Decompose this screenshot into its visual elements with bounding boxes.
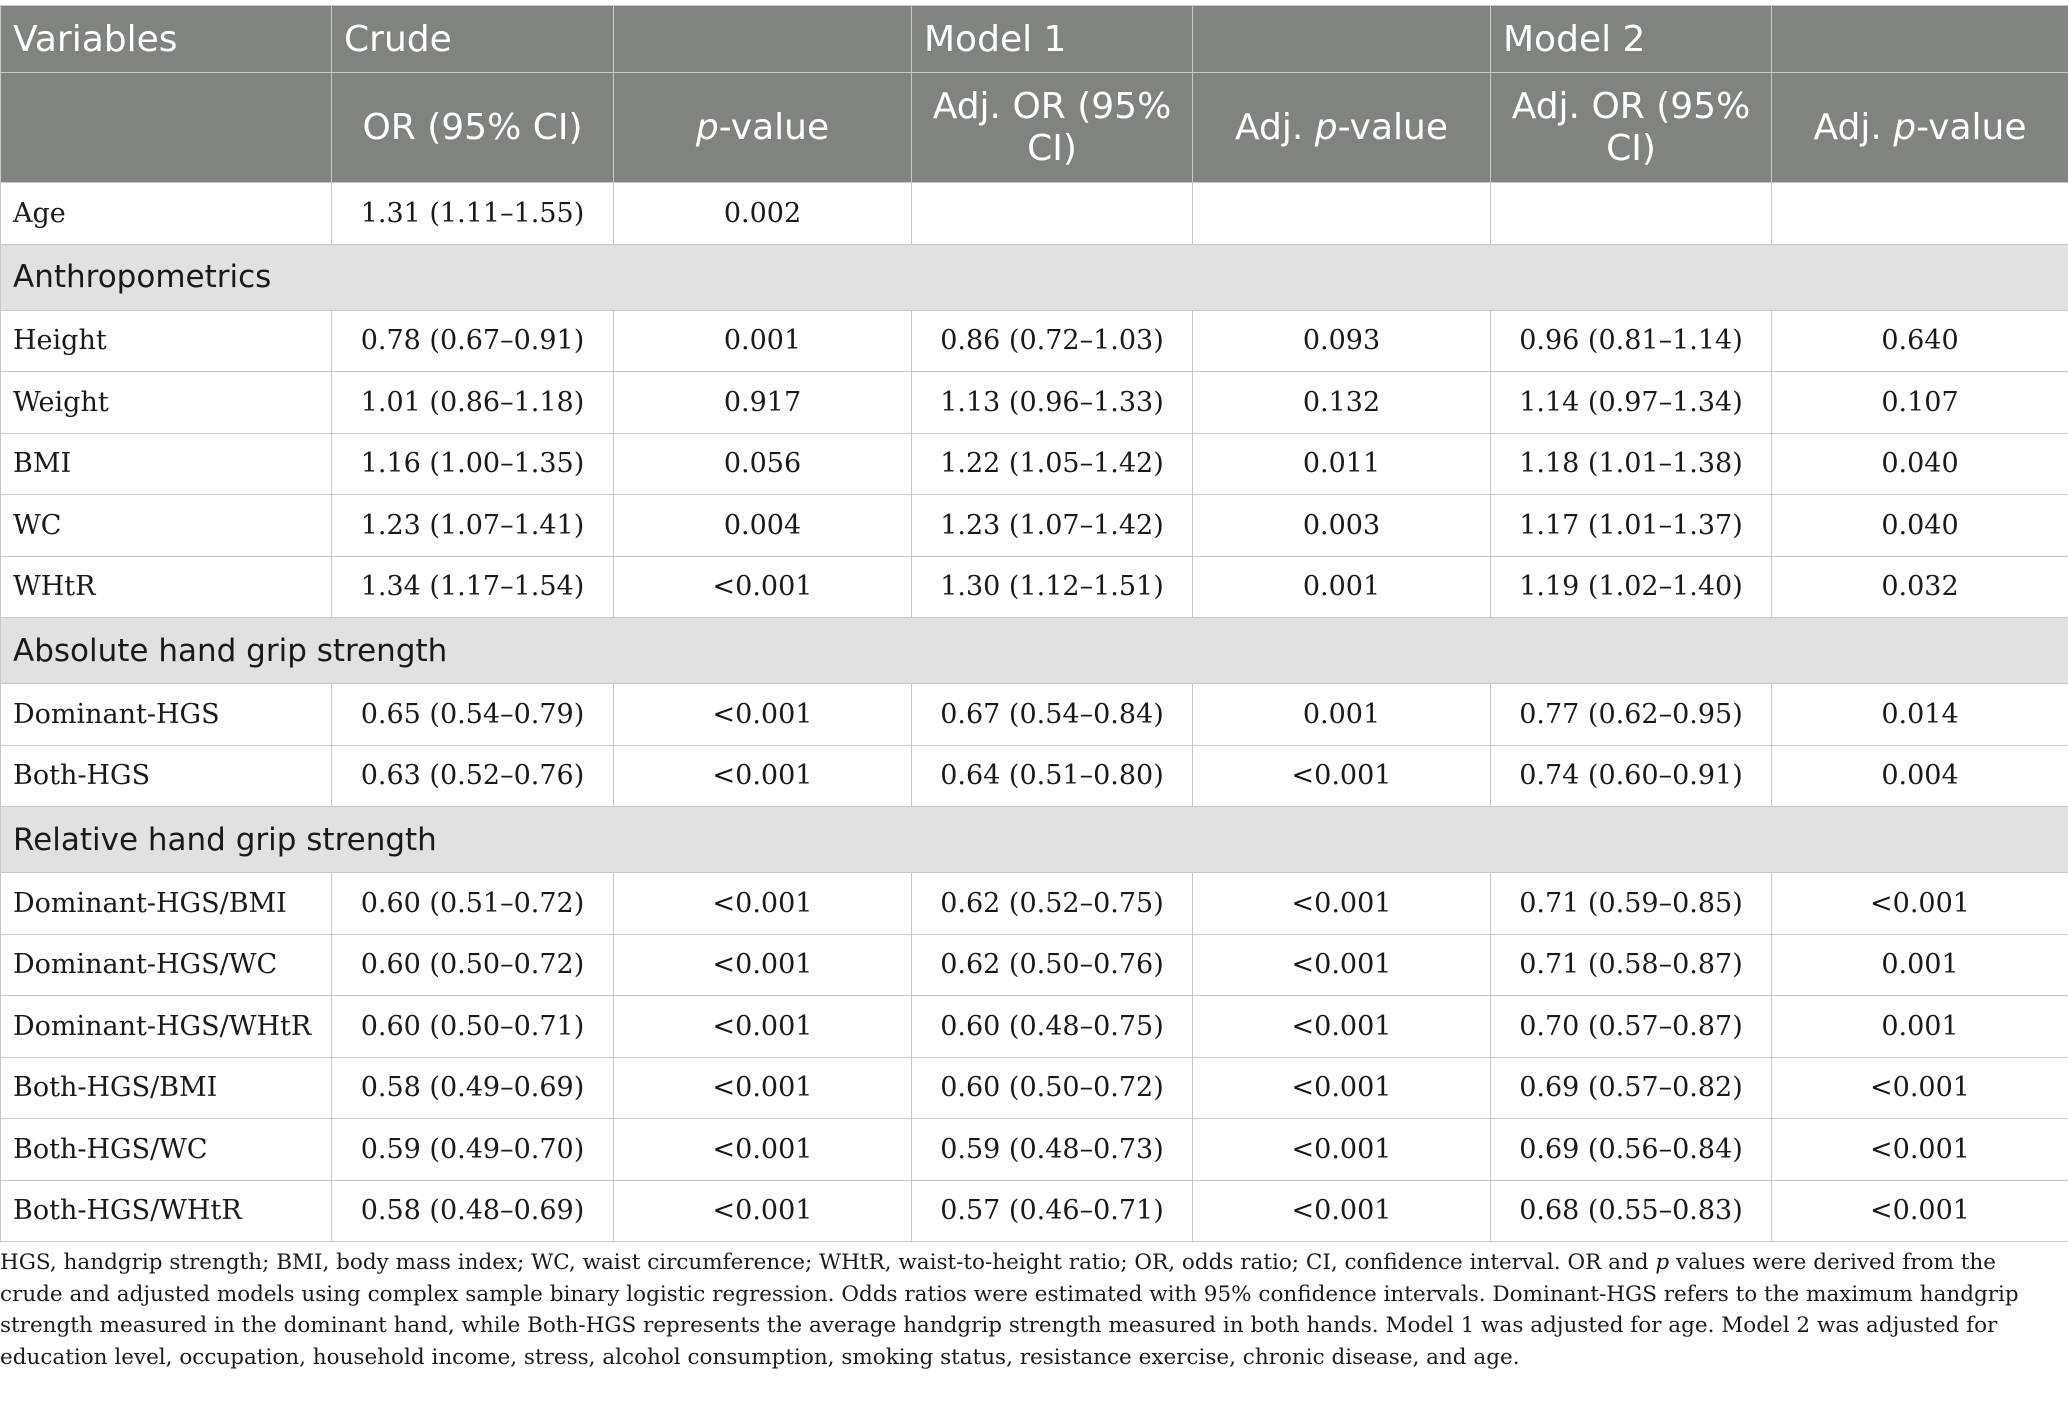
model1-p-cell: <0.001 — [1193, 1119, 1491, 1181]
table-row — [1, 372, 2068, 434]
results-table — [0, 5, 2068, 1242]
model1-or-cell: 0.64 (0.51–0.80) — [912, 745, 1193, 807]
crude-or-cell: 0.78 (0.67–0.91) — [332, 310, 614, 372]
header-blank — [1, 73, 332, 183]
model1-or-cell: 1.13 (0.96–1.33) — [912, 372, 1193, 434]
table-row — [1, 495, 2068, 557]
crude-p-cell: <0.001 — [614, 745, 912, 807]
crude-or-cell: 0.60 (0.50–0.72) — [332, 934, 614, 996]
model1-p-cell: <0.001 — [1193, 996, 1491, 1058]
model2-p-cell — [1772, 183, 2068, 245]
model1-p-cell: <0.001 — [1193, 934, 1491, 996]
table-row — [1, 873, 2068, 935]
header-crude: Crude — [332, 6, 614, 73]
header-row-stats — [1, 73, 2068, 183]
table-row — [1, 556, 2068, 618]
variable-label: WC — [1, 495, 332, 557]
model2-or-cell: 0.96 (0.81–1.14) — [1491, 310, 1772, 372]
header-p-value: p-value — [614, 73, 912, 183]
section-header-row — [1, 244, 2068, 310]
header-variables: Variables — [1, 6, 332, 73]
crude-p-cell: 0.917 — [614, 372, 912, 434]
crude-or-cell: 0.59 (0.49–0.70) — [332, 1119, 614, 1181]
crude-or-cell: 1.23 (1.07–1.41) — [332, 495, 614, 557]
table-row — [1, 996, 2068, 1058]
model1-or-cell: 0.59 (0.48–0.73) — [912, 1119, 1193, 1181]
variable-label: Dominant-HGS/WC — [1, 934, 332, 996]
variable-label: Dominant-HGS/WHtR — [1, 996, 332, 1058]
variable-label: WHtR — [1, 556, 332, 618]
header-adj-p-value: Adj. p-value — [1772, 73, 2068, 183]
model2-p-cell: <0.001 — [1772, 873, 2068, 935]
model1-p-cell: <0.001 — [1193, 745, 1491, 807]
table-footnote: HGS, handgrip strength; BMI, body mass index; WC, waist circumference; WHtR, waist-to-height ratio; OR, odds ratio; CI, confidence interval. OR and p values were derived from the crude and adjusted models using complex sample binary logistic regression. Odds ratios were estimated with 95% confidence intervals. Dominant-HGS refers to the maximum handgrip strength measured in the dominant hand, while Both-HGS represents the average handgrip strength measured in both hands. Model 1 was adjusted for age. Model 2 was adjusted for education level, occupation, household income, stress, alcohol consumption, smoking status, resistance exercise, chronic disease, and age. — [0, 1250, 2019, 1370]
model1-or-cell: 0.60 (0.50–0.72) — [912, 1057, 1193, 1119]
model1-or-cell — [912, 183, 1193, 245]
model1-p-cell — [1193, 183, 1491, 245]
crude-or-cell: 1.16 (1.00–1.35) — [332, 433, 614, 495]
crude-p-cell: <0.001 — [614, 1180, 912, 1242]
table-row — [1, 1119, 2068, 1181]
crude-or-cell: 1.01 (0.86–1.18) — [332, 372, 614, 434]
crude-or-cell: 0.65 (0.54–0.79) — [332, 684, 614, 746]
model1-p-cell: 0.003 — [1193, 495, 1491, 557]
header-adj-or-ci: Adj. OR (95% CI) — [912, 73, 1193, 183]
model2-or-cell: 0.71 (0.59–0.85) — [1491, 873, 1772, 935]
model1-or-cell: 0.67 (0.54–0.84) — [912, 684, 1193, 746]
crude-p-cell: <0.001 — [614, 996, 912, 1058]
variable-label: BMI — [1, 433, 332, 495]
crude-p-cell: <0.001 — [614, 1057, 912, 1119]
model2-p-cell: 0.001 — [1772, 934, 2068, 996]
crude-or-cell: 1.34 (1.17–1.54) — [332, 556, 614, 618]
crude-or-cell: 1.31 (1.11–1.55) — [332, 183, 614, 245]
model2-or-cell: 0.77 (0.62–0.95) — [1491, 684, 1772, 746]
crude-p-cell: <0.001 — [614, 1119, 912, 1181]
model2-p-cell: 0.640 — [1772, 310, 2068, 372]
header-row-groups — [1, 6, 2068, 73]
header-model-2: Model 2 — [1491, 6, 1772, 73]
model1-or-cell: 0.57 (0.46–0.71) — [912, 1180, 1193, 1242]
model1-p-cell: 0.001 — [1193, 684, 1491, 746]
model1-p-cell: <0.001 — [1193, 1057, 1491, 1119]
model2-p-cell: <0.001 — [1772, 1180, 2068, 1242]
crude-or-cell: 0.63 (0.52–0.76) — [332, 745, 614, 807]
header-empty — [614, 6, 912, 73]
model2-p-cell: <0.001 — [1772, 1057, 2068, 1119]
section-label: Relative hand grip strength — [1, 807, 2068, 873]
model1-or-cell: 1.23 (1.07–1.42) — [912, 495, 1193, 557]
model1-or-cell: 0.62 (0.52–0.75) — [912, 873, 1193, 935]
model1-or-cell: 0.60 (0.48–0.75) — [912, 996, 1193, 1058]
model2-p-cell: 0.040 — [1772, 433, 2068, 495]
model1-or-cell: 1.30 (1.12–1.51) — [912, 556, 1193, 618]
variable-label: Dominant-HGS/BMI — [1, 873, 332, 935]
variable-label: Age — [1, 183, 332, 245]
model1-p-cell: 0.132 — [1193, 372, 1491, 434]
header-empty — [1193, 6, 1491, 73]
table-row — [1, 1180, 2068, 1242]
crude-p-cell: 0.001 — [614, 310, 912, 372]
section-label: Absolute hand grip strength — [1, 618, 2068, 684]
model2-or-cell: 1.18 (1.01–1.38) — [1491, 433, 1772, 495]
model2-or-cell: 1.19 (1.02–1.40) — [1491, 556, 1772, 618]
table-row — [1, 433, 2068, 495]
model1-or-cell: 0.62 (0.50–0.76) — [912, 934, 1193, 996]
model2-or-cell: 1.14 (0.97–1.34) — [1491, 372, 1772, 434]
model1-or-cell: 1.22 (1.05–1.42) — [912, 433, 1193, 495]
header-or-ci: OR (95% CI) — [332, 73, 614, 183]
model2-p-cell: 0.001 — [1772, 996, 2068, 1058]
model2-or-cell: 1.17 (1.01–1.37) — [1491, 495, 1772, 557]
header-empty — [1772, 6, 2068, 73]
crude-or-cell: 0.58 (0.48–0.69) — [332, 1180, 614, 1242]
header-adj-or-ci: Adj. OR (95% CI) — [1491, 73, 1772, 183]
section-header-row — [1, 618, 2068, 684]
model2-or-cell: 0.69 (0.56–0.84) — [1491, 1119, 1772, 1181]
crude-p-cell: 0.056 — [614, 433, 912, 495]
model2-p-cell: 0.014 — [1772, 684, 2068, 746]
header-adj-p-value: Adj. p-value — [1193, 73, 1491, 183]
table-row — [1, 745, 2068, 807]
crude-p-cell: 0.004 — [614, 495, 912, 557]
crude-p-cell: <0.001 — [614, 934, 912, 996]
section-header-row — [1, 807, 2068, 873]
model2-or-cell — [1491, 183, 1772, 245]
model2-p-cell: 0.032 — [1772, 556, 2068, 618]
variable-label: Weight — [1, 372, 332, 434]
variable-label: Height — [1, 310, 332, 372]
variable-label: Both-HGS/WHtR — [1, 1180, 332, 1242]
model2-p-cell: <0.001 — [1772, 1119, 2068, 1181]
variable-label: Dominant-HGS — [1, 684, 332, 746]
model1-p-cell: 0.011 — [1193, 433, 1491, 495]
variable-label: Both-HGS/BMI — [1, 1057, 332, 1119]
header-model-1: Model 1 — [912, 6, 1193, 73]
model2-or-cell: 0.74 (0.60–0.91) — [1491, 745, 1772, 807]
table-row — [1, 1057, 2068, 1119]
crude-or-cell: 0.58 (0.49–0.69) — [332, 1057, 614, 1119]
crude-or-cell: 0.60 (0.51–0.72) — [332, 873, 614, 935]
crude-p-cell: <0.001 — [614, 684, 912, 746]
model1-p-cell: <0.001 — [1193, 1180, 1491, 1242]
model2-p-cell: 0.004 — [1772, 745, 2068, 807]
model1-p-cell: 0.001 — [1193, 556, 1491, 618]
variable-label: Both-HGS/WC — [1, 1119, 332, 1181]
model2-or-cell: 0.69 (0.57–0.82) — [1491, 1057, 1772, 1119]
model2-or-cell: 0.68 (0.55–0.83) — [1491, 1180, 1772, 1242]
table-row — [1, 310, 2068, 372]
model1-or-cell: 0.86 (0.72–1.03) — [912, 310, 1193, 372]
table-row — [1, 934, 2068, 996]
model1-p-cell: 0.093 — [1193, 310, 1491, 372]
section-label: Anthropometrics — [1, 244, 2068, 310]
model1-p-cell: <0.001 — [1193, 873, 1491, 935]
table-row — [1, 183, 2068, 245]
model2-p-cell: 0.107 — [1772, 372, 2068, 434]
variable-label: Both-HGS — [1, 745, 332, 807]
model2-or-cell: 0.71 (0.58–0.87) — [1491, 934, 1772, 996]
crude-p-cell: <0.001 — [614, 556, 912, 618]
crude-p-cell: 0.002 — [614, 183, 912, 245]
crude-or-cell: 0.60 (0.50–0.71) — [332, 996, 614, 1058]
table-row — [1, 684, 2068, 746]
model2-p-cell: 0.040 — [1772, 495, 2068, 557]
crude-p-cell: <0.001 — [614, 873, 912, 935]
model2-or-cell: 0.70 (0.57–0.87) — [1491, 996, 1772, 1058]
